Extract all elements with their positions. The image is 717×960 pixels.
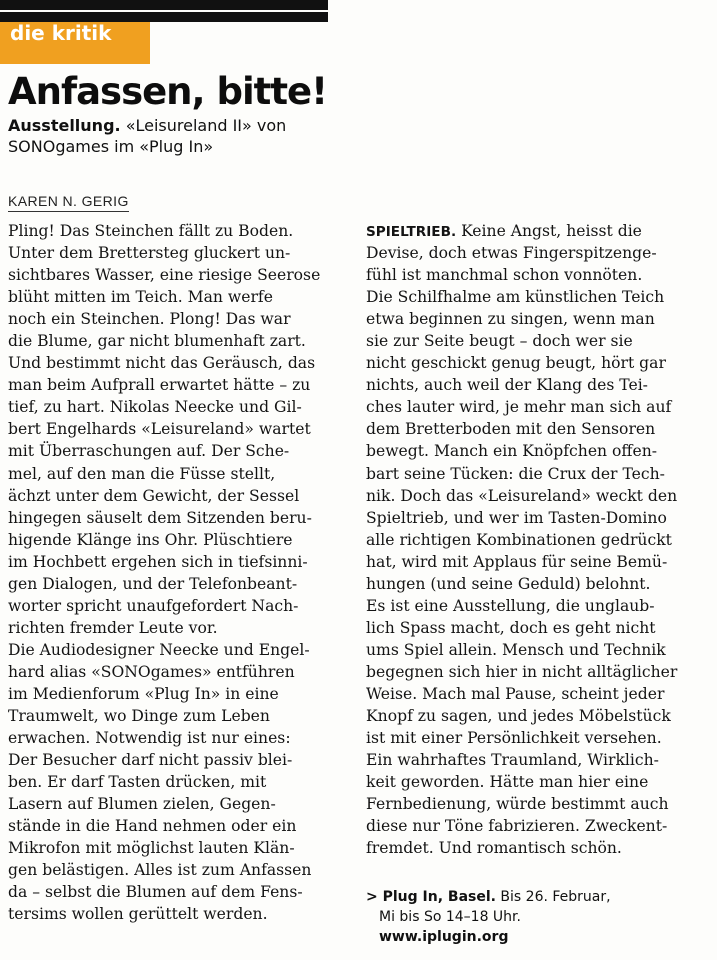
column-line: da – selbst die Blumen auf dem Fens- — [8, 883, 303, 902]
column-line: begegnen sich hier in nicht alltäglicher — [366, 662, 678, 681]
column-line: man beim Aufprall erwartet hätte – zu — [8, 376, 311, 395]
article-column-left — [8, 220, 320, 926]
column-line: sie zur Seite beugt – doch wer sie — [366, 332, 633, 351]
runin-heading: SPIELTRIEB. — [366, 224, 457, 240]
column-line: Die Schilfhalme am künstlichen Teich — [366, 288, 665, 307]
column-line: higende Klänge ins Ohr. Plüschtiere — [8, 530, 293, 549]
column-line: erwachen. Notwendig ist nur eines: — [8, 729, 291, 748]
dek — [8, 115, 338, 157]
column-line: Knopf zu sagen, und jedes Möbelstück — [366, 707, 671, 726]
column-line: Spieltrieb, und wer im Tasten-Domino — [366, 508, 667, 527]
column-line: tief, zu hart. Nikolas Neecke und Gil- — [8, 398, 302, 417]
column-line: mit Überraschungen auf. Der Sche- — [8, 442, 290, 461]
column-line: Unter dem Brettersteg gluckert un- — [8, 244, 291, 263]
column-line: Die Audiodesigner Neecke und Engel- — [8, 640, 310, 659]
column-line: bart seine Tücken: die Crux der Tech- — [366, 464, 665, 483]
column-line: Lasern auf Blumen zielen, Gegen- — [8, 795, 276, 814]
column-line: tersims wollen gerüttelt werden. — [8, 905, 268, 924]
column-line: Der Besucher darf nicht passiv blei- — [8, 751, 293, 770]
info-line-venue — [366, 887, 611, 907]
column-line: stände in die Hand nehmen oder ein — [8, 817, 297, 836]
article-column-right — [366, 220, 677, 859]
column-line: richten fremder Leute vor. — [8, 618, 218, 637]
byline: KAREN N. GERIG — [8, 193, 129, 212]
column-line: hat, wird mit Applaus für seine Bemü- — [366, 552, 668, 571]
column-line: ist mit einer Persönlichkeit versehen. — [366, 729, 662, 748]
column-line — [366, 220, 677, 242]
first-line-rest: Keine Angst, heisst die — [456, 222, 642, 240]
column-line: Weise. Mach mal Pause, scheint jeder — [366, 684, 665, 703]
column-line: blüht mitten im Teich. Man werfe — [8, 288, 273, 307]
column-line: noch ein Steinchen. Plong! Das war — [8, 310, 291, 329]
info-box — [366, 887, 611, 947]
top-rule-bar — [0, 0, 328, 22]
column-line: ben. Er darf Tasten drücken, mit — [8, 773, 267, 792]
dek-line1-rest: «Leisureland II» von — [120, 116, 287, 135]
column-line: hungen (und seine Geduld) belohnt. — [366, 574, 651, 593]
column-line: Es ist eine Ausstellung, die unglaub- — [366, 596, 655, 615]
column-line: ächzt unter dem Gewicht, der Sessel — [8, 486, 300, 505]
column-line: Und bestimmt nicht das Geräusch, das — [8, 354, 316, 373]
column-line: im Medienforum «Plug In» in eine — [8, 684, 279, 703]
column-line: bewegt. Manch ein Knöpfchen offen- — [366, 442, 658, 461]
column-line: gen Dialogen, und der Telefonbeant- — [8, 574, 298, 593]
info-url-link[interactable]: www.iplugin.org — [379, 929, 509, 945]
top-rule-line — [0, 10, 328, 12]
column-line: Fernbedienung, würde bestimmt auch — [366, 795, 669, 814]
column-line: mel, auf den man die Füsse stellt, — [8, 464, 276, 483]
column-line: Traumwelt, wo Dinge zum Leben — [8, 707, 270, 726]
column-line: Pling! Das Steinchen fällt zu Boden. — [8, 222, 294, 240]
column-line: gen belästigen. Alles ist zum Anfassen — [8, 861, 312, 880]
dek-lead: Ausstellung. — [8, 116, 121, 135]
column-line: lich Spass macht, doch es geht nicht — [366, 618, 656, 637]
headline: Anfassen, bitte! — [8, 70, 327, 113]
column-line: sichtbares Wasser, eine riesige Seerose — [8, 266, 321, 285]
info-dates: Bis 26. Februar, — [495, 889, 611, 905]
column-line: die Blume, gar nicht blumenhaft zart. — [8, 332, 306, 351]
column-line: alle richtigen Kombinationen gedrückt — [366, 530, 672, 549]
column-line: hard alias «SONOgames» entführen — [8, 662, 295, 681]
column-line: im Hochbett ergehen sich in tiefsinni- — [8, 552, 308, 571]
column-line: ums Spiel allein. Mensch und Technik — [366, 640, 666, 659]
column-line: fremdet. Und romantisch schön. — [366, 839, 622, 858]
column-line: nik. Doch das «Leisureland» weckt den — [366, 486, 678, 505]
column-line: keit geworden. Hätte man hier eine — [366, 773, 649, 792]
column-line: ches lauter wird, je mehr man sich auf — [366, 398, 672, 417]
column-line: hingegen säuselt dem Sitzenden beru- — [8, 508, 312, 527]
section-kicker: die kritik — [0, 22, 150, 64]
column-line: worter spricht unaufgefordert Nach- — [8, 596, 299, 615]
column-line: Mikrofon mit möglichst lauten Klän- — [8, 839, 295, 858]
column-line: nichts, auch weil der Klang des Tei- — [366, 376, 648, 395]
column-line: bert Engelhards «Leisureland» wartet — [8, 420, 311, 439]
column-line: nicht geschickt genug beugt, hört gar — [366, 354, 666, 373]
column-line: Devise, doch etwas Fingerspitzenge- — [366, 244, 657, 263]
info-venue: > Plug In, Basel. — [366, 889, 496, 905]
column-line: diese nur Töne fabrizieren. Zweckent- — [366, 817, 668, 836]
column-line: dem Bretterboden mit den Sensoren — [366, 420, 656, 439]
info-hours: Mi bis So 14–18 Uhr. — [379, 909, 521, 925]
dek-line2: SONOgames im «Plug In» — [8, 137, 214, 156]
column-line: Ein wahrhaftes Traumland, Wirklich- — [366, 751, 659, 770]
column-line: fühl ist manchmal schon vonnöten. — [366, 266, 643, 285]
column-line: etwa beginnen zu singen, wenn man — [366, 310, 655, 329]
